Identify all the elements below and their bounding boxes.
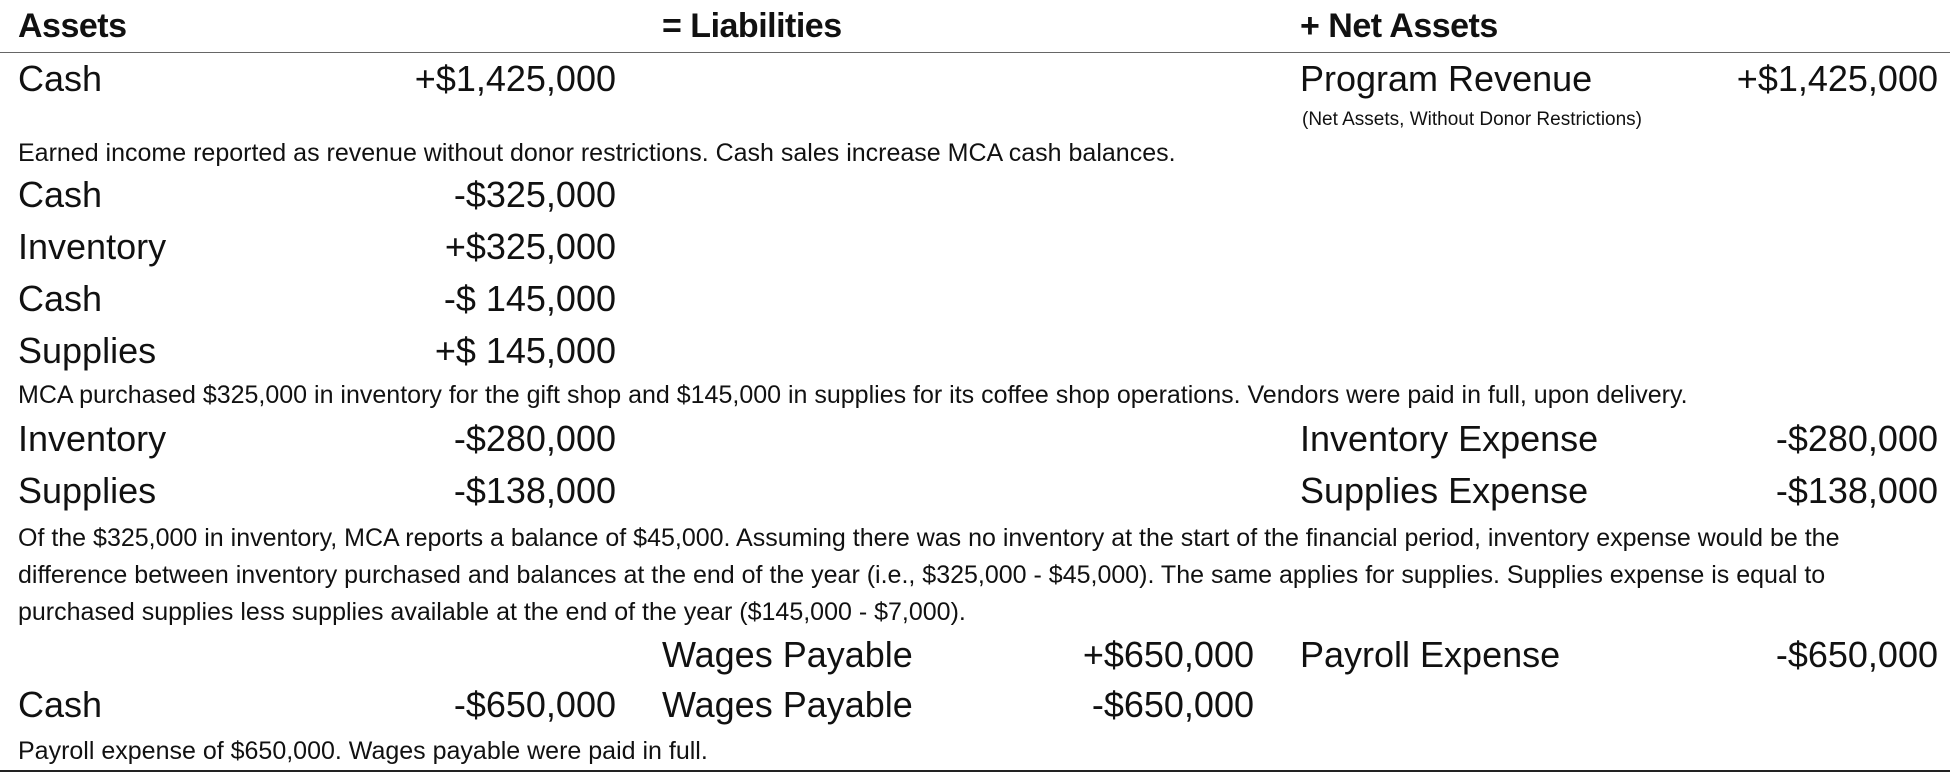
asset-label: Cash [18,278,103,319]
net-asset-amount: +$1,425,000 [1736,58,1938,99]
asset-label: Cash [18,684,103,725]
asset-amount: +$1,425,000 [414,58,616,99]
net-asset-label: Supplies Expense [1300,470,1589,511]
asset-amount: -$ 145,000 [443,278,616,319]
asset-amount: -$650,000 [453,684,616,725]
net-assets-header: + Net Assets [1300,7,1498,45]
net-asset-amount: -$280,000 [1775,418,1938,459]
asset-amount: -$280,000 [453,418,616,459]
net-asset-amount: -$650,000 [1775,634,1938,675]
asset-label: Cash [18,58,103,99]
liability-amount: -$650,000 [1091,684,1254,725]
asset-label: Supplies [18,330,157,371]
liabilities-header: = Liabilities [662,7,842,45]
asset-amount: -$138,000 [453,470,616,511]
entry-note: MCA purchased $325,000 in inventory for the gift shop and $145,000 in supplies for its coffee shop operations. Vendors were paid in full, upon delivery. [18,381,1688,409]
asset-label: Inventory [18,226,167,267]
net-asset-subcaption: (Net Assets, Without Donor Restrictions) [1302,109,1642,130]
entry-note: Payroll expense of $650,000. Wages payable were paid in full. [18,737,708,765]
asset-amount: +$ 145,000 [434,330,616,371]
asset-label: Inventory [18,418,167,459]
net-asset-label: Program Revenue [1300,58,1593,99]
net-asset-label: Inventory Expense [1300,418,1599,459]
entry-note: Of the $325,000 in inventory, MCA reports a balance of $45,000. Assuming there was no inventory at the start of the financial period, inventory expense would be the difference between inventory purchased and balances at the end of the year (i.e., $325,000 - $45,000). The same applies for supplies. Supplies expense is equal to purchased supplies less supplies available at the end of the year ($145,000 - $7,000). [18,524,1840,626]
entry-note: Earned income reported as revenue without donor restrictions. Cash sales increase MCA cash balances. [18,139,1176,167]
asset-label: Cash [18,174,103,215]
header-divider [0,52,1950,53]
net-asset-amount: -$138,000 [1775,470,1938,511]
asset-label: Supplies [18,470,157,511]
assets-header: Assets [18,7,127,45]
asset-amount: -$325,000 [453,174,616,215]
liability-label: Wages Payable [662,684,913,725]
liability-label: Wages Payable [662,634,913,675]
net-asset-label: Payroll Expense [1300,634,1561,675]
liability-amount: +$650,000 [1082,634,1254,675]
asset-amount: +$325,000 [444,226,616,267]
